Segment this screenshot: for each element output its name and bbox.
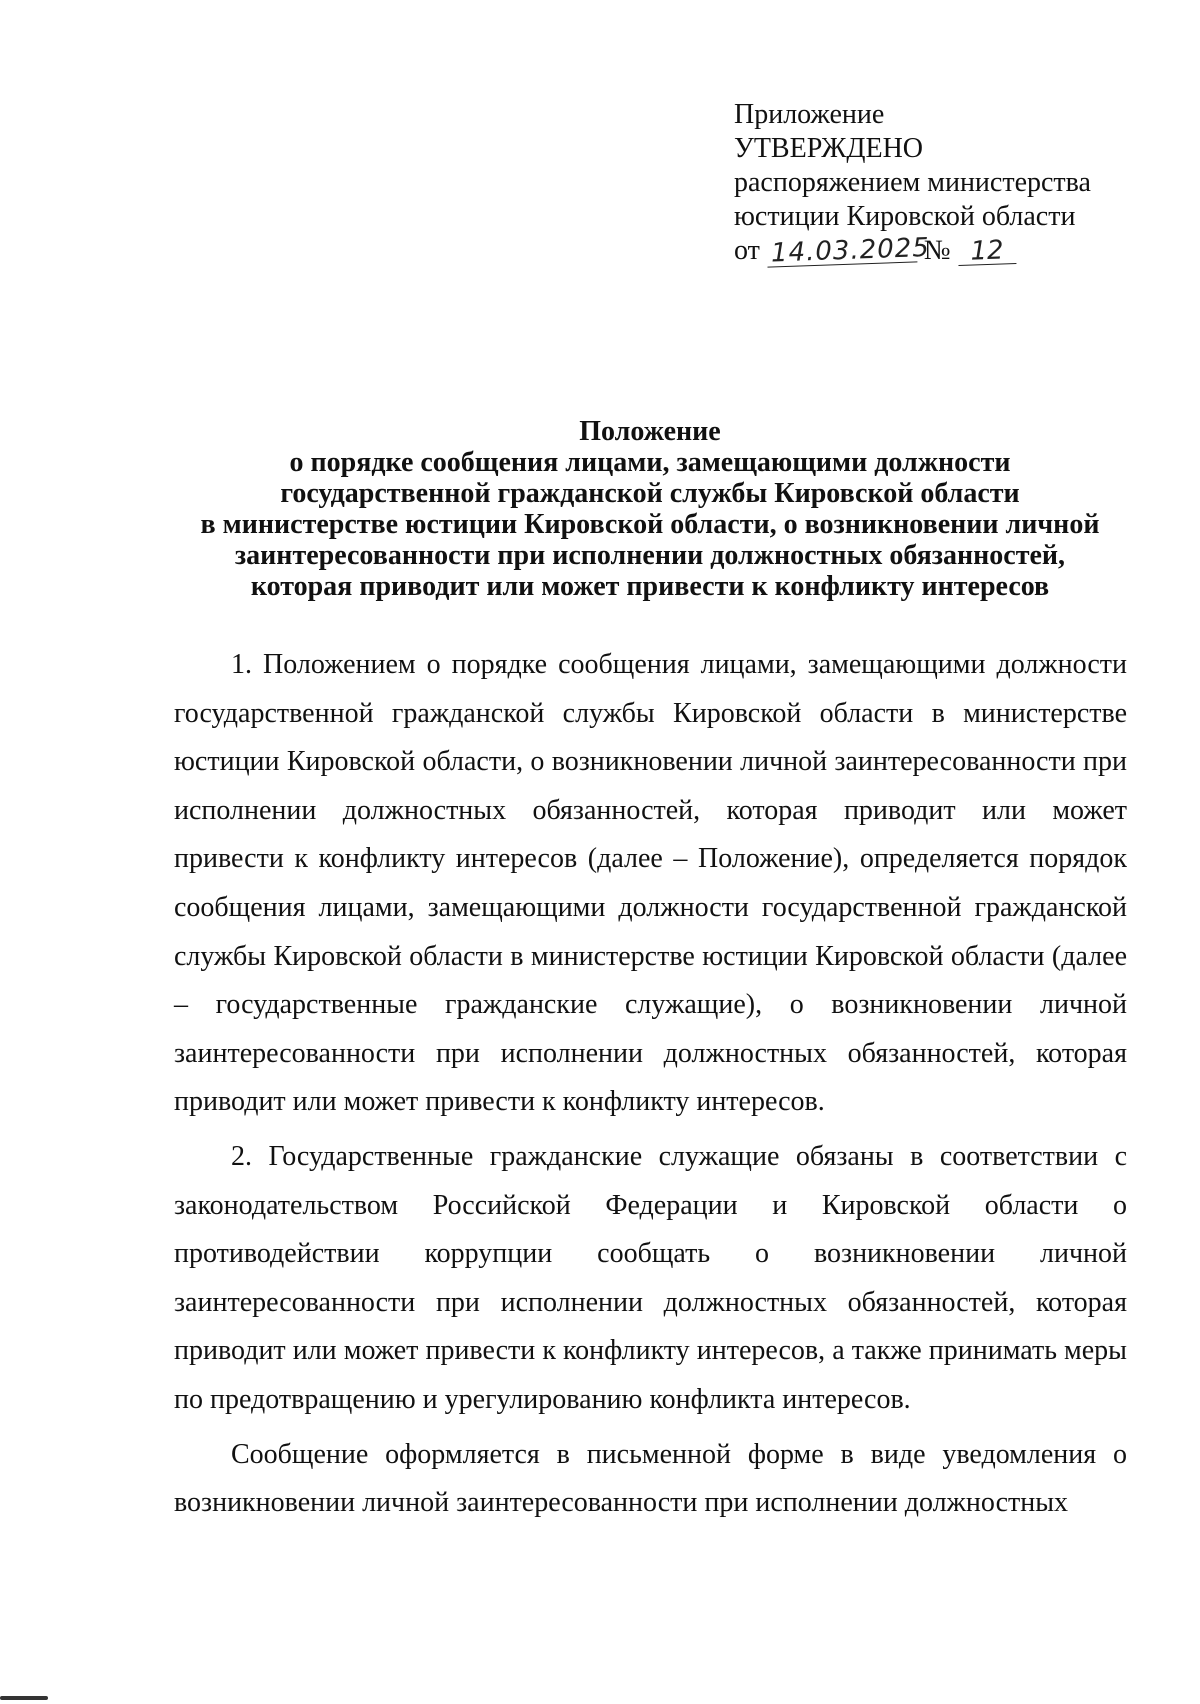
document-title — [170, 416, 1130, 602]
date-prefix: от — [734, 235, 760, 266]
paragraph-1: 1. Положением о порядке сообщения лицами, замещающими должности государственной гражданской службы Кировской области в министерстве юстиции Кировской области, о возникновении личной заинтересованности при исполнении должностных обязанностей, которая приводит или может привести к конфликту интересов (далее – Положение), определяется порядок сообщения лицами, замещающими должности государственной гражданской службы Кировской области в министерстве юстиции Кировской области (далее – государственные гражданские служащие), о возникновении личной заинтересованности при исполнении должностных обязанностей, которая приводит или может привести к конфликту интересов. — [174, 649, 1127, 1118]
title-line-1: Положение — [579, 416, 721, 447]
title-line-6: которая приводит или может привести к конфликту интересов — [250, 571, 1050, 602]
approval-order-line-2: юстиции Кировской области — [734, 201, 1076, 232]
paragraph-3: Сообщение оформляется в письменной форме в виде уведомления о возникновении личной заинтересованности при исполнении должностных — [174, 1438, 1127, 1519]
approval-block — [734, 98, 1154, 268]
number-sign: № — [923, 235, 951, 266]
handwritten-number: 12 — [957, 237, 1016, 266]
title-line-5: заинтересованности при исполнении должностных обязанностей, — [234, 540, 1066, 571]
title-line-3: государственной гражданской службы Кировской области — [280, 478, 1020, 509]
approval-order-line-1: распоряжением министерства — [734, 167, 1091, 198]
appendix-label: Приложение — [734, 99, 885, 130]
scan-edge-mark — [0, 1696, 48, 1700]
handwritten-date: 14.03.2025 — [766, 235, 917, 267]
approved-label: УТВЕРЖДЕНО — [734, 133, 924, 164]
paragraph-2: 2. Государственные гражданские служащие обязаны в соответствии с законодательством Российской Федерации и Кировской области о противодействии коррупции сообщать о возникновении личной заинтересованности при исполнении должностных обязанностей, которая приводит или может привести к конфликту интересов, а также принимать меры по предотвращению и урегулированию конфликта интересов. — [174, 1140, 1127, 1415]
document-body — [174, 641, 1127, 1530]
title-line-2: о порядке сообщения лицами, замещающими должности — [289, 447, 1011, 478]
title-line-4: в министерстве юстиции Кировской области, о возникновении личной — [200, 509, 1100, 540]
approval-date-line — [734, 234, 1154, 268]
